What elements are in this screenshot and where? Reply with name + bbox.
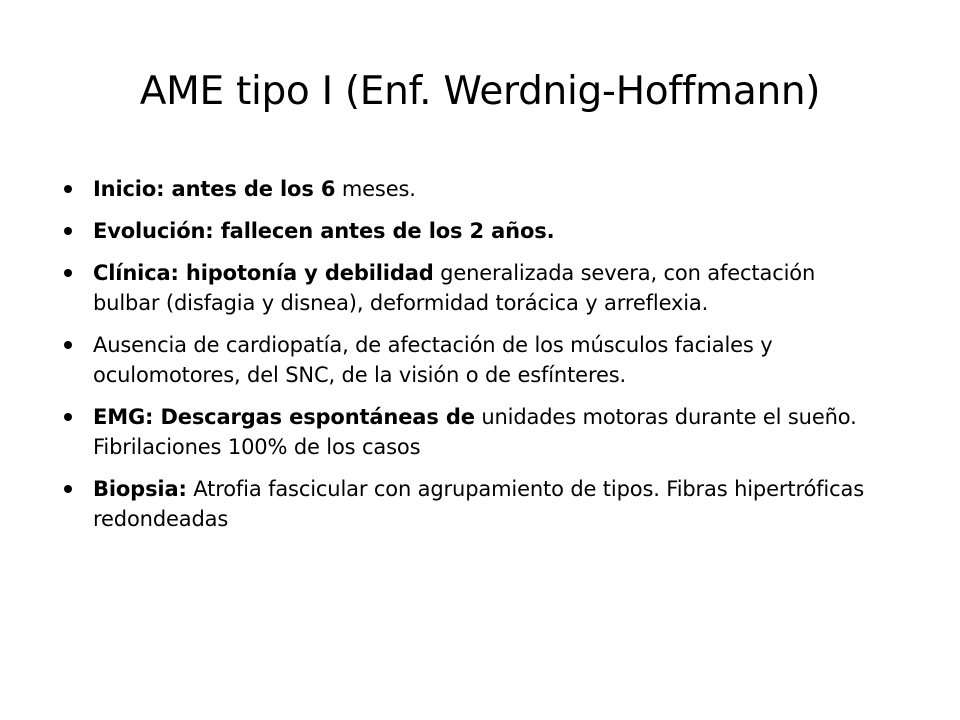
- bullet-dot-icon: [64, 185, 72, 193]
- bullet-dot-icon: [64, 485, 72, 493]
- bullet-text-bold: Evolución: fallecen antes de los 2 años.: [93, 219, 555, 243]
- bullet-item: [62, 402, 882, 462]
- bullet-text: Ausencia de cardiopatía, de afectación de los músculos faciales y oculomotores, del SNC, de la visión o de esfínteres.: [93, 333, 773, 387]
- bullet-text-bold: Biopsia:: [93, 477, 187, 501]
- bullet-text: unidades motoras durante el sueño. Fibrilaciones 100% de los casos: [93, 405, 857, 459]
- bullet-list: [62, 174, 882, 546]
- bullet-dot-icon: [64, 413, 72, 421]
- bullet-item: [62, 474, 882, 534]
- slide-title: AME tipo I (Enf. Werdnig-Hoffmann): [139, 69, 821, 114]
- bullet-text: meses.: [335, 177, 416, 201]
- bullet-text: Atrofia fascicular con agrupamiento de tipos. Fibras hipertróficas redondeadas: [93, 477, 864, 531]
- bullet-text-bold: Inicio: antes de los 6: [93, 177, 336, 201]
- bullet-text-bold: EMG: Descargas espontáneas de: [93, 405, 475, 429]
- bullet-dot-icon: [64, 227, 72, 235]
- bullet-item: [62, 258, 882, 318]
- bullet-text-bold: Clínica: hipotonía y debilidad: [93, 261, 434, 285]
- bullet-dot-icon: [64, 269, 72, 277]
- bullet-text: generalizada severa, con afectación bulbar (disfagia y disnea), deformidad torácica y arreflexia.: [93, 261, 816, 315]
- bullet-item: [62, 174, 882, 204]
- bullet-item: [62, 216, 882, 246]
- bullet-dot-icon: [64, 341, 72, 349]
- bullet-item: [62, 330, 882, 390]
